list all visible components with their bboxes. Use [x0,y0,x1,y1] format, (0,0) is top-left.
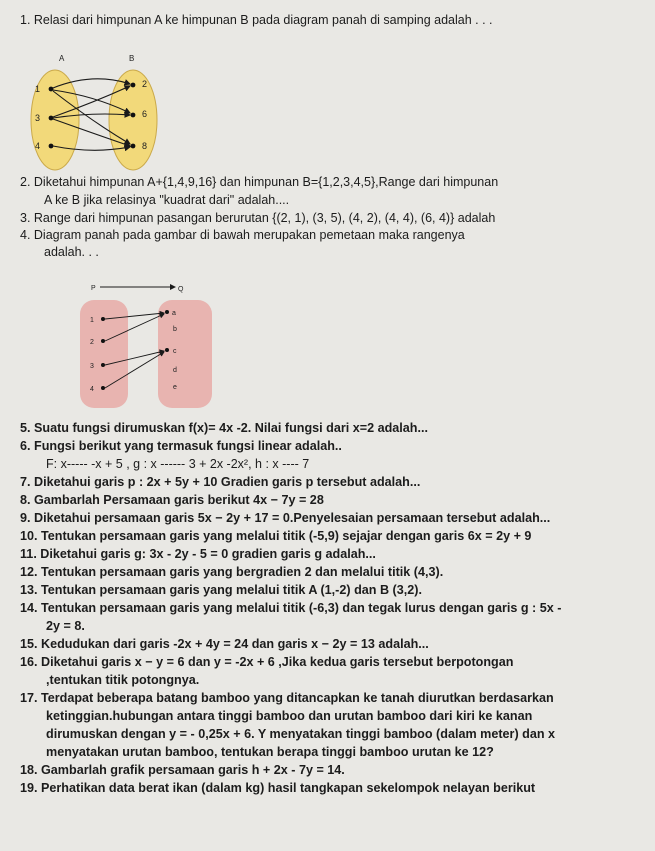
p-dot-4 [101,386,105,390]
set-a-label: A [59,54,65,63]
question-1: 1. Relasi dari himpunan A ke himpunan B pada diagram panah di samping adalah . . . [20,13,493,27]
b-element-8: 8 [142,141,148,151]
question-12: 12. Tentukan persamaan garis yang bergradien 2 dan melalui titik (4,3). [20,565,444,579]
q-element-c: c [173,348,177,355]
a-element-1: 1 [35,84,41,94]
question-9: 9. Diketahui persamaan garis 5x − 2y + 17 = 0.Penyelesaian persamaan tersebut adalah... [20,511,551,525]
a-element-4: 4 [35,141,41,151]
question-19: 19. Perhatikan data berat ikan (dalam kg) hasil tangkapan sekelompok nelayan berikut [20,781,536,795]
q-element-a: a [172,310,176,317]
question-18: 18. Gambarlah grafik persamaan garis h + 2x - 7y = 14. [20,763,345,777]
question-5: 5. Suatu fungsi dirumuskan f(x)= 4x -2. Nilai fungsi dari x=2 adalah... [20,421,428,435]
set-q-box [158,300,212,408]
question-6: 6. Fungsi berikut yang termasuk fungsi linear adalah.. [20,439,342,453]
a-dot-3 [49,116,54,121]
question-3: 3. Range dari himpunan pasangan berurutan {(2, 1), (3, 5), (4, 2), (4, 4), (6, 4)} adalah [20,211,496,225]
question-17: 17. Terdapat beberapa batang bamboo yang ditancapkan ke tanah diurutkan berdasarkan [20,691,554,705]
question-14-continuation: 2y = 8. [46,619,85,633]
question-11: 11. Diketahui garis g: 3x - 2y - 5 = 0 gradien garis g adalah... [20,547,376,561]
a-dot-4 [49,144,54,149]
b-dot-2 [131,83,136,88]
a-dot-1 [49,87,54,92]
p-dot-1 [101,317,105,321]
q-element-b: b [173,326,177,333]
question-16: 16. Diketahui garis x − y = 6 dan y = -2x + 6 ,Jika kedua garis tersebut berpotongan [20,655,514,669]
p-element-2: 2 [90,339,94,346]
question-2-continuation: A ke B jika relasinya "kuadrat dari" adalah.... [44,193,290,207]
p-element-1: 1 [90,317,94,324]
question-14: 14. Tentukan persamaan garis yang melalui titik (-6,3) dan tegak lurus dengan garis g : 5x - [20,601,562,615]
question-13: 13. Tentukan persamaan garis yang melalui titik A (1,-2) dan B (3,2). [20,583,422,597]
question-2: 2. Diketahui himpunan A+{1,4,9,16} dan himpunan B={1,2,3,4,5},Range dari himpunan [20,175,499,189]
arrow-diagram-a-b [15,52,175,177]
question-15: 15. Kedudukan dari garis -2x + 4y = 24 dan garis x − 2y = 13 adalah... [20,637,429,651]
p-dot-3 [101,363,105,367]
question-17-line-2: ketinggian.hubungan antara tinggi bamboo dan urutan bamboo dari kiri ke kanan [46,709,533,723]
p-dot-2 [101,339,105,343]
q-dot-c [165,348,169,352]
p-element-3: 3 [90,363,94,370]
set-q-label: Q [178,286,184,293]
a-element-3: 3 [35,113,41,123]
b-dot-6 [131,113,136,118]
q-element-d: d [173,367,177,374]
set-p-box [80,300,128,408]
b-element-2: 2 [142,79,148,89]
question-16-continuation: ,tentukan titik potongnya. [46,673,200,687]
p-element-4: 4 [90,386,94,393]
set-b-label: B [129,54,135,63]
question-4-continuation: adalah. . . [44,245,99,259]
question-8: 8. Gambarlah Persamaan garis berikut 4x − 7y = 28 [20,493,324,507]
question-7: 7. Diketahui garis p : 2x + 5y + 10 Gradien garis p tersebut adalah... [20,475,421,489]
q-dot-a [165,310,169,314]
q-element-e: e [173,384,177,391]
question-10: 10. Tentukan persamaan garis yang melalui titik (-5,9) sejajar dengan garis 6x = 2y + 9 [20,529,532,543]
question-17-line-4: menyatakan urutan bamboo, tentukan berapa tinggi bamboo urutan ke 12? [46,745,494,759]
question-4: 4. Diagram panah pada gambar di bawah merupakan pemetaan maka rangenya [20,228,465,242]
arrow-diagram-p-q [78,282,218,412]
question-6-functions: F: x----- -x + 5 , g : x ------ 3 + 2x -2x², h : x ---- 7 [46,457,310,471]
b-dot-8 [131,144,136,149]
set-p-label: P [91,285,96,292]
question-17-line-3: dirumuskan dengan y = - 0,25x + 6. Y menyatakan tinggi bamboo (dalam meter) dan x [46,727,556,741]
b-element-6: 6 [142,109,148,119]
